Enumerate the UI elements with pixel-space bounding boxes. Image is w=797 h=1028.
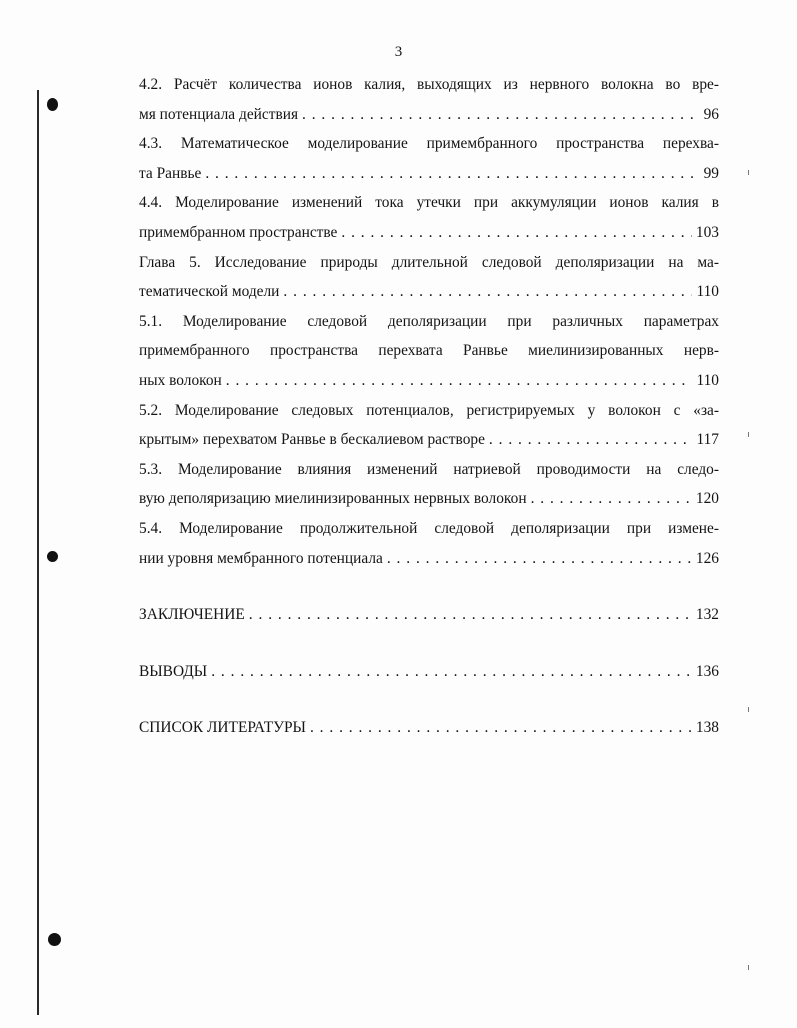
toc-entry-text: вую деполяризацию миелинизированных нервных волокон (139, 490, 527, 508)
toc-entry-text: 5.2. Моделирование следовых потенциалов, регистрируемых у волокон с «за- (139, 401, 719, 419)
toc-entry-last-line (139, 218, 719, 248)
toc-entry-text: 5.1. Моделирование следовой деполяризации при различных параметрах (139, 312, 719, 330)
binding-margin-line (37, 90, 39, 1015)
dot-leader (226, 366, 693, 396)
section-gap (139, 686, 719, 713)
toc-entry-last-line (139, 544, 719, 574)
dot-leader (302, 100, 700, 130)
dot-leader (531, 484, 692, 514)
toc-entry-4-2[interactable] (139, 70, 719, 129)
toc-page-number: 132 (695, 606, 719, 624)
table-of-contents (139, 70, 719, 743)
scan-speck (748, 170, 749, 175)
toc-entry-text: 4.3. Математическое моделирование примембранного пространства перехва- (139, 135, 719, 153)
toc-page-number: 110 (696, 371, 719, 389)
toc-entry-last-line (139, 100, 719, 130)
dot-leader (205, 159, 699, 189)
toc-entry-4-4[interactable] (139, 188, 719, 247)
toc-section-findings[interactable] (139, 657, 719, 687)
page-number: 3 (394, 44, 403, 60)
scan-speck (748, 432, 749, 437)
toc-entry-last-line (139, 484, 719, 514)
toc-entry-5-1[interactable] (139, 307, 719, 396)
section-title: СПИСОК ЛИТЕРАТУРЫ (139, 719, 306, 737)
toc-section-references[interactable] (139, 713, 719, 743)
toc-page-number: 138 (695, 719, 719, 737)
toc-entry-chapter-5[interactable] (139, 248, 719, 307)
toc-entry-5-2[interactable] (139, 396, 719, 455)
toc-entry-text: 4.2. Расчёт количества ионов калия, выходящих из нервного волокна во вре- (139, 76, 719, 93)
dot-leader (283, 277, 692, 307)
scan-speck (748, 707, 749, 712)
toc-entry-text: та Ранвье (139, 164, 202, 182)
toc-page-number: 120 (695, 490, 719, 508)
toc-entry-text: нии уровня мембранного потенциала (139, 549, 383, 567)
toc-entry-4-3[interactable] (139, 129, 719, 188)
toc-entry-text: Глава 5. Исследование природы длительной следовой деполяризации на ма- (139, 253, 719, 271)
toc-entry-text: примембранном пространстве (139, 223, 338, 241)
toc-page-number: 110 (696, 283, 719, 301)
toc-entry-5-4[interactable] (139, 514, 719, 573)
dot-leader (341, 218, 692, 248)
toc-entry-text: 5.3. Моделирование влияния изменений натриевой проводимости на следо- (139, 460, 719, 478)
toc-page-number: 117 (696, 431, 719, 449)
toc-section-conclusion[interactable] (139, 600, 719, 630)
toc-entry-last-line (139, 277, 719, 307)
toc-page-number: 103 (695, 223, 719, 241)
scan-speck (748, 965, 749, 970)
toc-page-number: 99 (703, 164, 719, 182)
punch-hole-mark (48, 933, 61, 946)
dot-leader (489, 425, 693, 455)
dot-leader (310, 713, 692, 743)
dot-leader (249, 600, 692, 630)
toc-entry-text: 5.4. Моделирование продолжительной следовой деполяризации при измене- (139, 519, 719, 537)
section-gap (139, 573, 719, 600)
toc-entry-text: 4.4. Моделирование изменений тока утечки при аккумуляции ионов калия в (139, 194, 719, 212)
toc-page-number: 96 (703, 105, 719, 123)
section-title: ВЫВОДЫ (139, 662, 208, 680)
toc-entry-last-line (139, 425, 719, 455)
dot-leader (211, 657, 692, 687)
toc-page-number: 126 (695, 549, 719, 567)
toc-entry-last-line (139, 159, 719, 189)
toc-entry-text: ных волокон (139, 371, 222, 389)
punch-hole-mark (47, 98, 58, 111)
toc-entry-text: примембранного пространства перехвата Ранвье миелинизированных нерв- (139, 342, 719, 360)
section-title: ЗАКЛЮЧЕНИЕ (139, 606, 245, 624)
toc-entry-text: мя потенциала действия (139, 105, 299, 123)
dot-leader (387, 544, 692, 574)
toc-page-number: 136 (695, 662, 719, 680)
toc-entry-text: тематической модели (139, 283, 280, 301)
punch-hole-mark (47, 551, 58, 562)
toc-entry-text: крытым» перехватом Ранвье в бескалиевом растворе (139, 431, 485, 449)
toc-entry-last-line (139, 366, 719, 396)
toc-entry-5-3[interactable] (139, 455, 719, 514)
section-gap (139, 630, 719, 657)
